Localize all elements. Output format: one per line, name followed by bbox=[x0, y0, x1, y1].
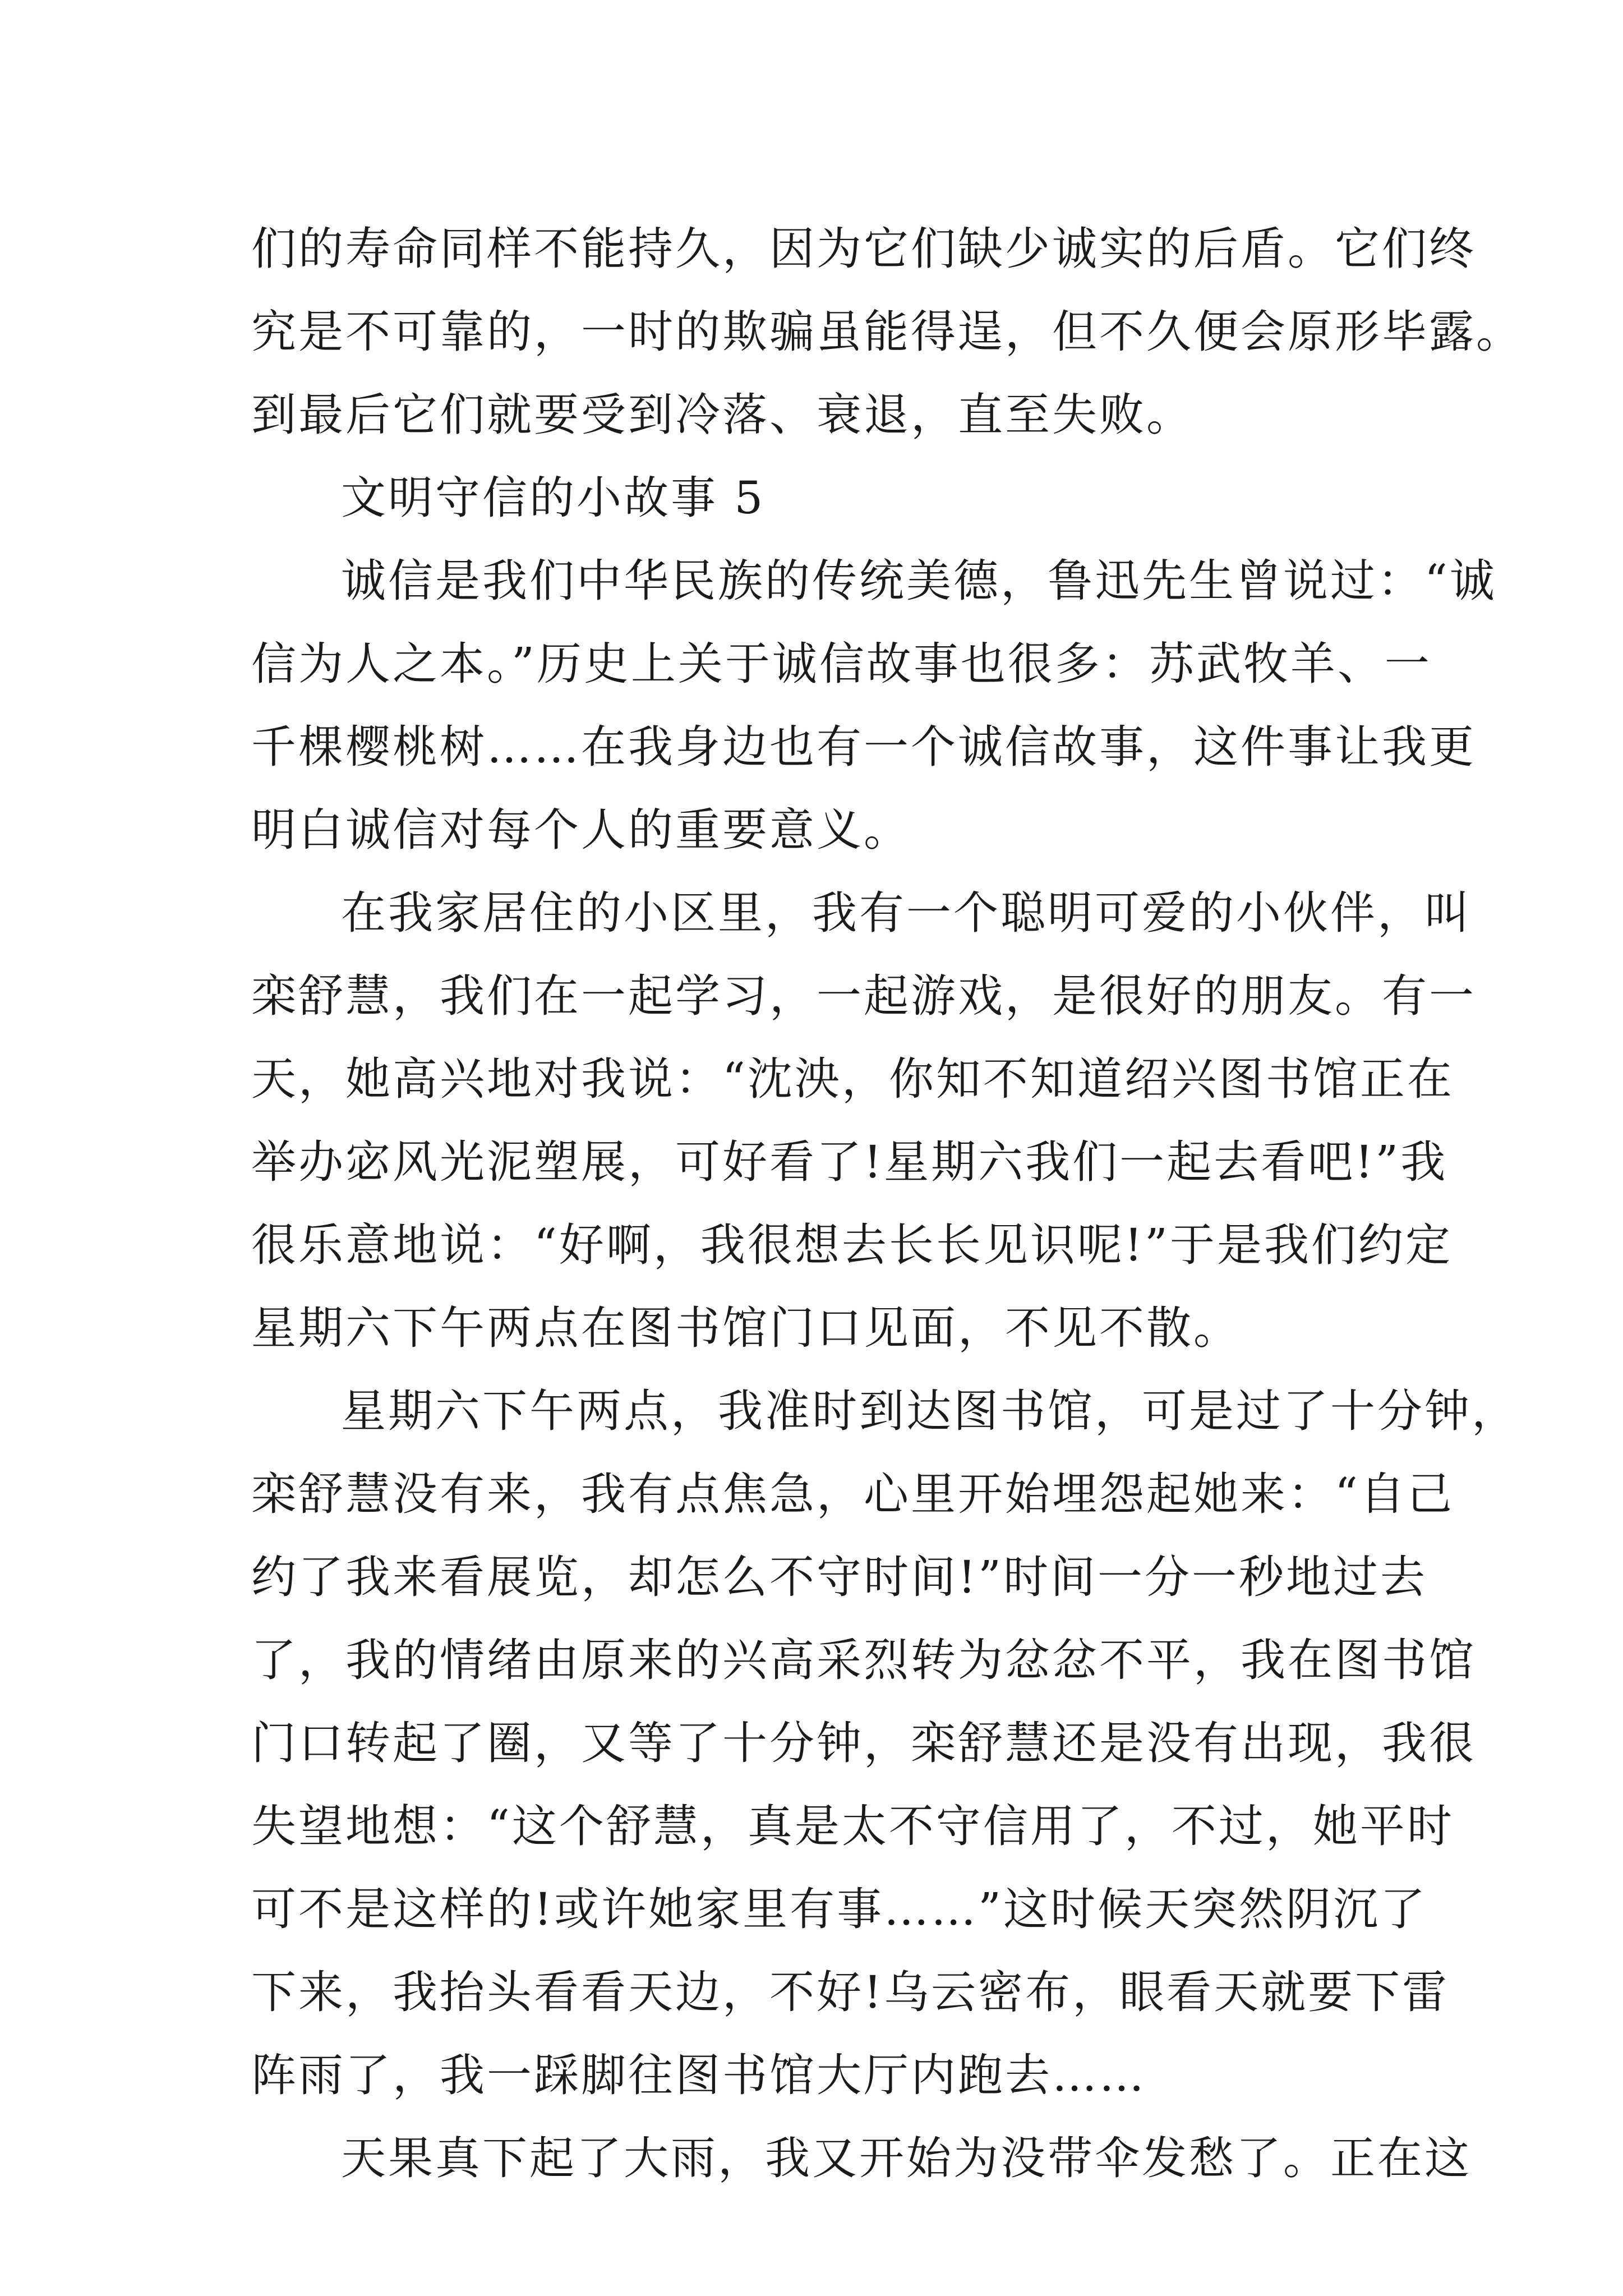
text-line: 天果真下起了大雨，我又开始为没带伞发愁了。正在这 bbox=[341, 2132, 1472, 2184]
text-line: 星期六下午两点，我准时到达图书馆，可是过了十分钟， bbox=[341, 1385, 1519, 1437]
text-line: 举办宓风光泥塑展，可好看了!星期六我们一起去看吧!”我 bbox=[251, 1136, 1448, 1188]
text-line: 约了我来看展览，却怎么不守时间!”时间一分一秒地过去 bbox=[251, 1551, 1428, 1603]
text-line: 下来，我抬头看看天边，不好!乌云密布，眼看天就要下雷 bbox=[251, 1966, 1450, 2018]
document-body bbox=[251, 208, 1523, 2200]
text-line: 栾舒慧，我们在一起学习，一起游戏，是很好的朋友。有一 bbox=[251, 970, 1476, 1022]
text-line: 文明守信的小故事 5 bbox=[341, 472, 766, 524]
text-line: 明白诚信对每个人的重要意义。 bbox=[251, 804, 911, 856]
text-line: 门口转起了圈，又等了十分钟，栾舒慧还是没有出现，我很 bbox=[251, 1717, 1476, 1769]
text-line: 失望地想：“这个舒慧，真是太不守信用了，不过，她平时 bbox=[251, 1800, 1454, 1852]
text-line: 了，我的情绪由原来的兴高采烈转为忿忿不平，我在图书馆 bbox=[251, 1634, 1476, 1686]
text-line: 很乐意地说：“好啊，我很想去长长见识呢!”于是我们约定 bbox=[251, 1219, 1453, 1271]
text-line: 信为人之本。”历史上关于诚信故事也很多：苏武牧羊、一 bbox=[251, 638, 1432, 690]
text-line: 栾舒慧没有来，我有点焦急，心里开始埋怨起她来：“自己 bbox=[251, 1468, 1454, 1520]
text-line: 可不是这样的!或许她家里有事……”这时候天突然阴沉了 bbox=[251, 1883, 1428, 1935]
text-line: 诚信是我们中华民族的传统美德，鲁迅先生曾说过：“诚 bbox=[341, 555, 1497, 607]
text-line: 阵雨了，我一踩脚往图书馆大厅内跑去…… bbox=[251, 2049, 1146, 2101]
text-line: 天，她高兴地对我说：“沈泱，你知不知道绍兴图书馆正在 bbox=[251, 1053, 1454, 1105]
text-line: 们的寿命同样不能持久，因为它们缺少诚实的后盾。它们终 bbox=[251, 223, 1476, 275]
text-line: 千棵樱桃树……在我身边也有一个诚信故事，这件事让我更 bbox=[251, 721, 1476, 773]
text-line: 星期六下午两点在图书馆门口见面，不见不散。 bbox=[251, 1302, 1241, 1354]
text-line: 在我家居住的小区里，我有一个聪明可爱的小伙伴，叫 bbox=[341, 887, 1472, 939]
text-line: 究是不可靠的，一时的欺骗虽能得逞，但不久便会原形毕露。 bbox=[251, 306, 1523, 358]
text-line: 到最后它们就要受到冷落、衰退，直至失败。 bbox=[251, 389, 1193, 441]
